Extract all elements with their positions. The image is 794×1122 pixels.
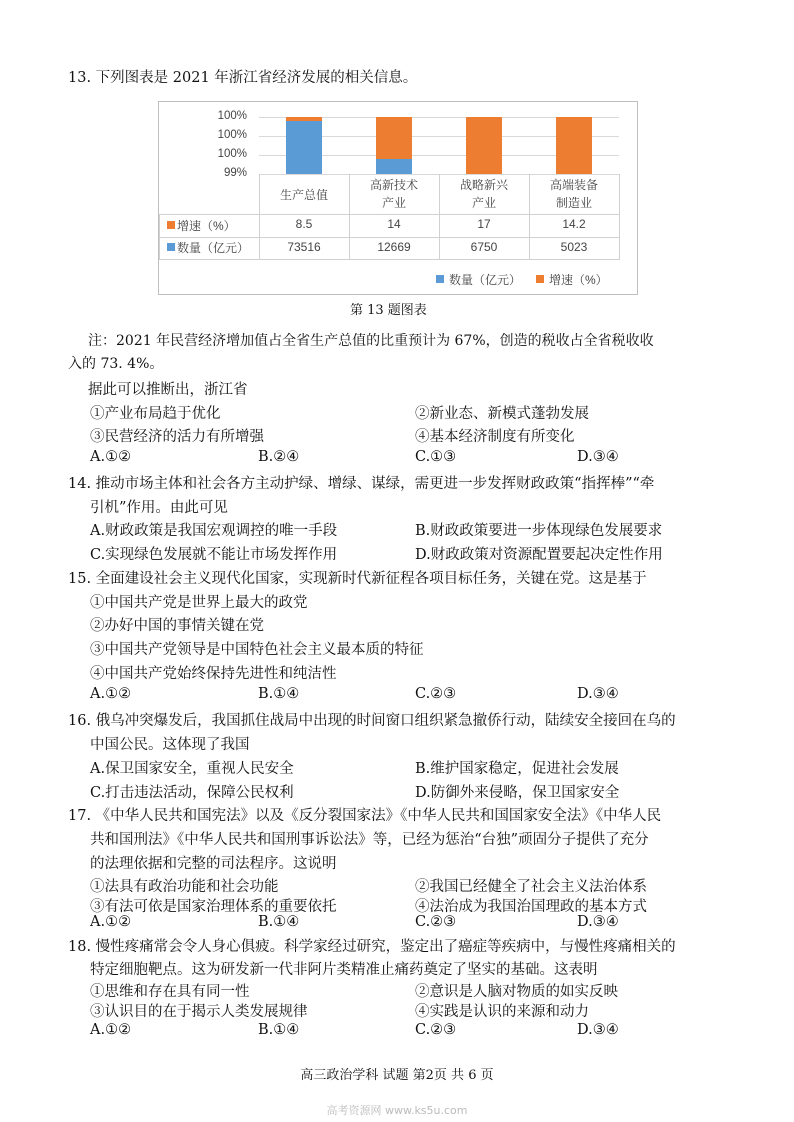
statement: ①中国共产党是世界上最大的政党: [90, 595, 308, 611]
statement: ①产业布局趋于优化: [90, 406, 221, 422]
table-line: [619, 174, 620, 260]
statement: ②办好中国的事情关键在党: [90, 618, 264, 634]
option: C.打击违法活动，保障公民权利: [90, 785, 294, 801]
statement: ①思维和存在具有同一性: [90, 984, 250, 1000]
q16-stem: 中国公民。这体现了我国: [90, 737, 250, 753]
option: C.②③: [415, 686, 457, 702]
series-swatch: [167, 243, 175, 251]
statement: ②新业态、新模式蓬勃发展: [415, 406, 589, 422]
option: C.②③: [415, 1022, 457, 1038]
option: A.①②: [90, 686, 132, 702]
ytick-label: 100%: [217, 148, 247, 160]
table-cell: 12669: [377, 240, 411, 254]
option: D.③④: [577, 914, 619, 930]
q13-lead: 据此可以推断出，浙江省: [88, 382, 248, 398]
row-header: 增速（%）: [177, 219, 236, 233]
option: B.②④: [258, 449, 300, 465]
category-label: 高端装备: [549, 178, 598, 192]
option: B.①④: [258, 1022, 300, 1038]
bar-hightech-orange: [376, 117, 412, 159]
category-label: 战略新兴: [459, 178, 508, 192]
legend-label: 数量（亿元）: [449, 273, 522, 287]
legend-label: 增速（%）: [549, 273, 608, 287]
option: B.财政政策要进一步体现绿色发展要求: [415, 523, 663, 539]
option: D.财政政策对资源配置要起决定性作用: [415, 547, 663, 563]
statement: ③民营经济的活力有所增强: [90, 429, 264, 445]
q15-stem: 15. 全面建设社会主义现代化国家，实现新时代新征程各项目标任务，关键在党。这是基于: [68, 571, 647, 587]
statement: ③有法可依是国家治理体系的重要依托: [90, 899, 337, 915]
option: A.财政政策是我国宏观调控的唯一手段: [90, 523, 338, 539]
option: A.①②: [90, 1022, 132, 1038]
q14-stem: 14. 推动市场主体和社会各方主动护绿、增绿、谋绿，需更进一步发挥财政政策“指挥棒”“牵: [68, 476, 655, 492]
table-cell: 6750: [470, 240, 498, 254]
legend-swatch: [536, 275, 544, 283]
statement: ②意识是人脑对物质的如实反映: [415, 984, 618, 1000]
ytick-label: 100%: [217, 110, 247, 122]
table-cell: 5023: [560, 240, 588, 254]
q17-stem: 17. 《中华人民共和国宪法》以及《反分裂国家法》《中华人民共和国国家安全法》《中华人民: [68, 808, 662, 824]
statement: ④中国共产党始终保持先进性和纯洁性: [90, 666, 337, 682]
q17-stem: 的法理依据和完整的司法程序。这说明: [90, 856, 337, 872]
table-line: [159, 237, 619, 238]
bar-hightech-blue: [376, 159, 412, 174]
category-label: 制造业: [555, 196, 592, 210]
table-cell: 8.5: [295, 217, 313, 231]
q14-stem: 引机”作用。由此可见: [90, 500, 228, 516]
statement: ③中国共产党领导是中国特色社会主义最本质的特征: [90, 642, 424, 658]
table-line: [159, 214, 619, 215]
option: A.保卫国家安全，重视人民安全: [90, 761, 294, 777]
q16-stem: 16. 俄乌冲突爆发后，我国抓住战局中出现的时间窗口组织紧急撤侨行动，陆续安全接回在乌的: [68, 713, 676, 729]
table-line: [159, 259, 619, 260]
option: C.①③: [415, 449, 457, 465]
option: C.②③: [415, 914, 457, 930]
chart-container: [158, 101, 638, 295]
q13-note: 入的 73. 4%。: [68, 356, 164, 372]
option: D.③④: [577, 449, 619, 465]
ytick-label: 99%: [223, 167, 247, 179]
option: B.①④: [258, 914, 300, 930]
q18-stem: 特定细胞靶点。这为研发新一代非阿片类精准止痛药奠定了坚实的基础。这表明: [90, 962, 598, 978]
q18-stem: 18. 慢性疼痛常会令人身心俱疲。科学家经过研究，鉴定出了癌症等疾病中，与慢性疼痛相关的: [68, 939, 676, 955]
legend-swatch: [436, 275, 444, 283]
bar-equipment-orange: [556, 117, 592, 174]
bar-strategic-orange: [466, 117, 502, 174]
statement: ③认识目的在于揭示人类发展规律: [90, 1004, 308, 1020]
category-label: 产业: [381, 196, 406, 210]
statement: ④法治成为我国治国理政的基本方式: [415, 899, 647, 915]
table-cell: 14.2: [562, 217, 586, 231]
option: B.维护国家稳定，促进社会发展: [415, 761, 619, 777]
category-label: 生产总值: [279, 188, 328, 202]
statement: ②我国已经健全了社会主义法治体系: [415, 879, 647, 895]
category-label: 产业: [471, 196, 496, 210]
statement: ④实践是认识的来源和动力: [415, 1004, 589, 1020]
statement: ④基本经济制度有所变化: [415, 429, 575, 445]
series-swatch: [167, 221, 175, 229]
q17-stem: 共和国刑法》《中华人民共和国刑事诉讼法》等，已经为惩治“台独”顽固分子提供了充分: [90, 832, 649, 848]
statement: ①法具有政治功能和社会功能: [90, 879, 279, 895]
option: D.③④: [577, 686, 619, 702]
row-header: 数量（亿元）: [177, 241, 250, 255]
category-label: 高新技术: [369, 178, 418, 192]
ytick-label: 100%: [217, 129, 247, 141]
q13-note: 注：2021 年民营经济增加值占全省生产总值的比重预计为 67%，创造的税收占全省税收收: [88, 333, 654, 349]
option: D.③④: [577, 1022, 619, 1038]
option: D.防御外来侵略，保卫国家安全: [415, 785, 620, 801]
option: B.①④: [258, 686, 300, 702]
table-cell: 17: [477, 217, 491, 231]
chart-caption: 第 13 题图表: [350, 303, 427, 318]
table-cell: 73516: [287, 240, 321, 254]
source-watermark: 高考资源网 www.ks5u.com: [326, 1104, 468, 1117]
q13-stem: 13. 下列图表是 2021 年浙江省经济发展的相关信息。: [68, 70, 418, 86]
bar-total-blue: [286, 121, 322, 174]
option: C.实现绿色发展就不能让市场发挥作用: [90, 547, 338, 563]
table-cell: 14: [387, 217, 401, 231]
option: A.①②: [90, 914, 132, 930]
page-footer: 高三政治学科 试题 第2页 共 6 页: [300, 1068, 494, 1083]
bar-total-orange: [286, 117, 322, 121]
option: A.①②: [90, 449, 132, 465]
